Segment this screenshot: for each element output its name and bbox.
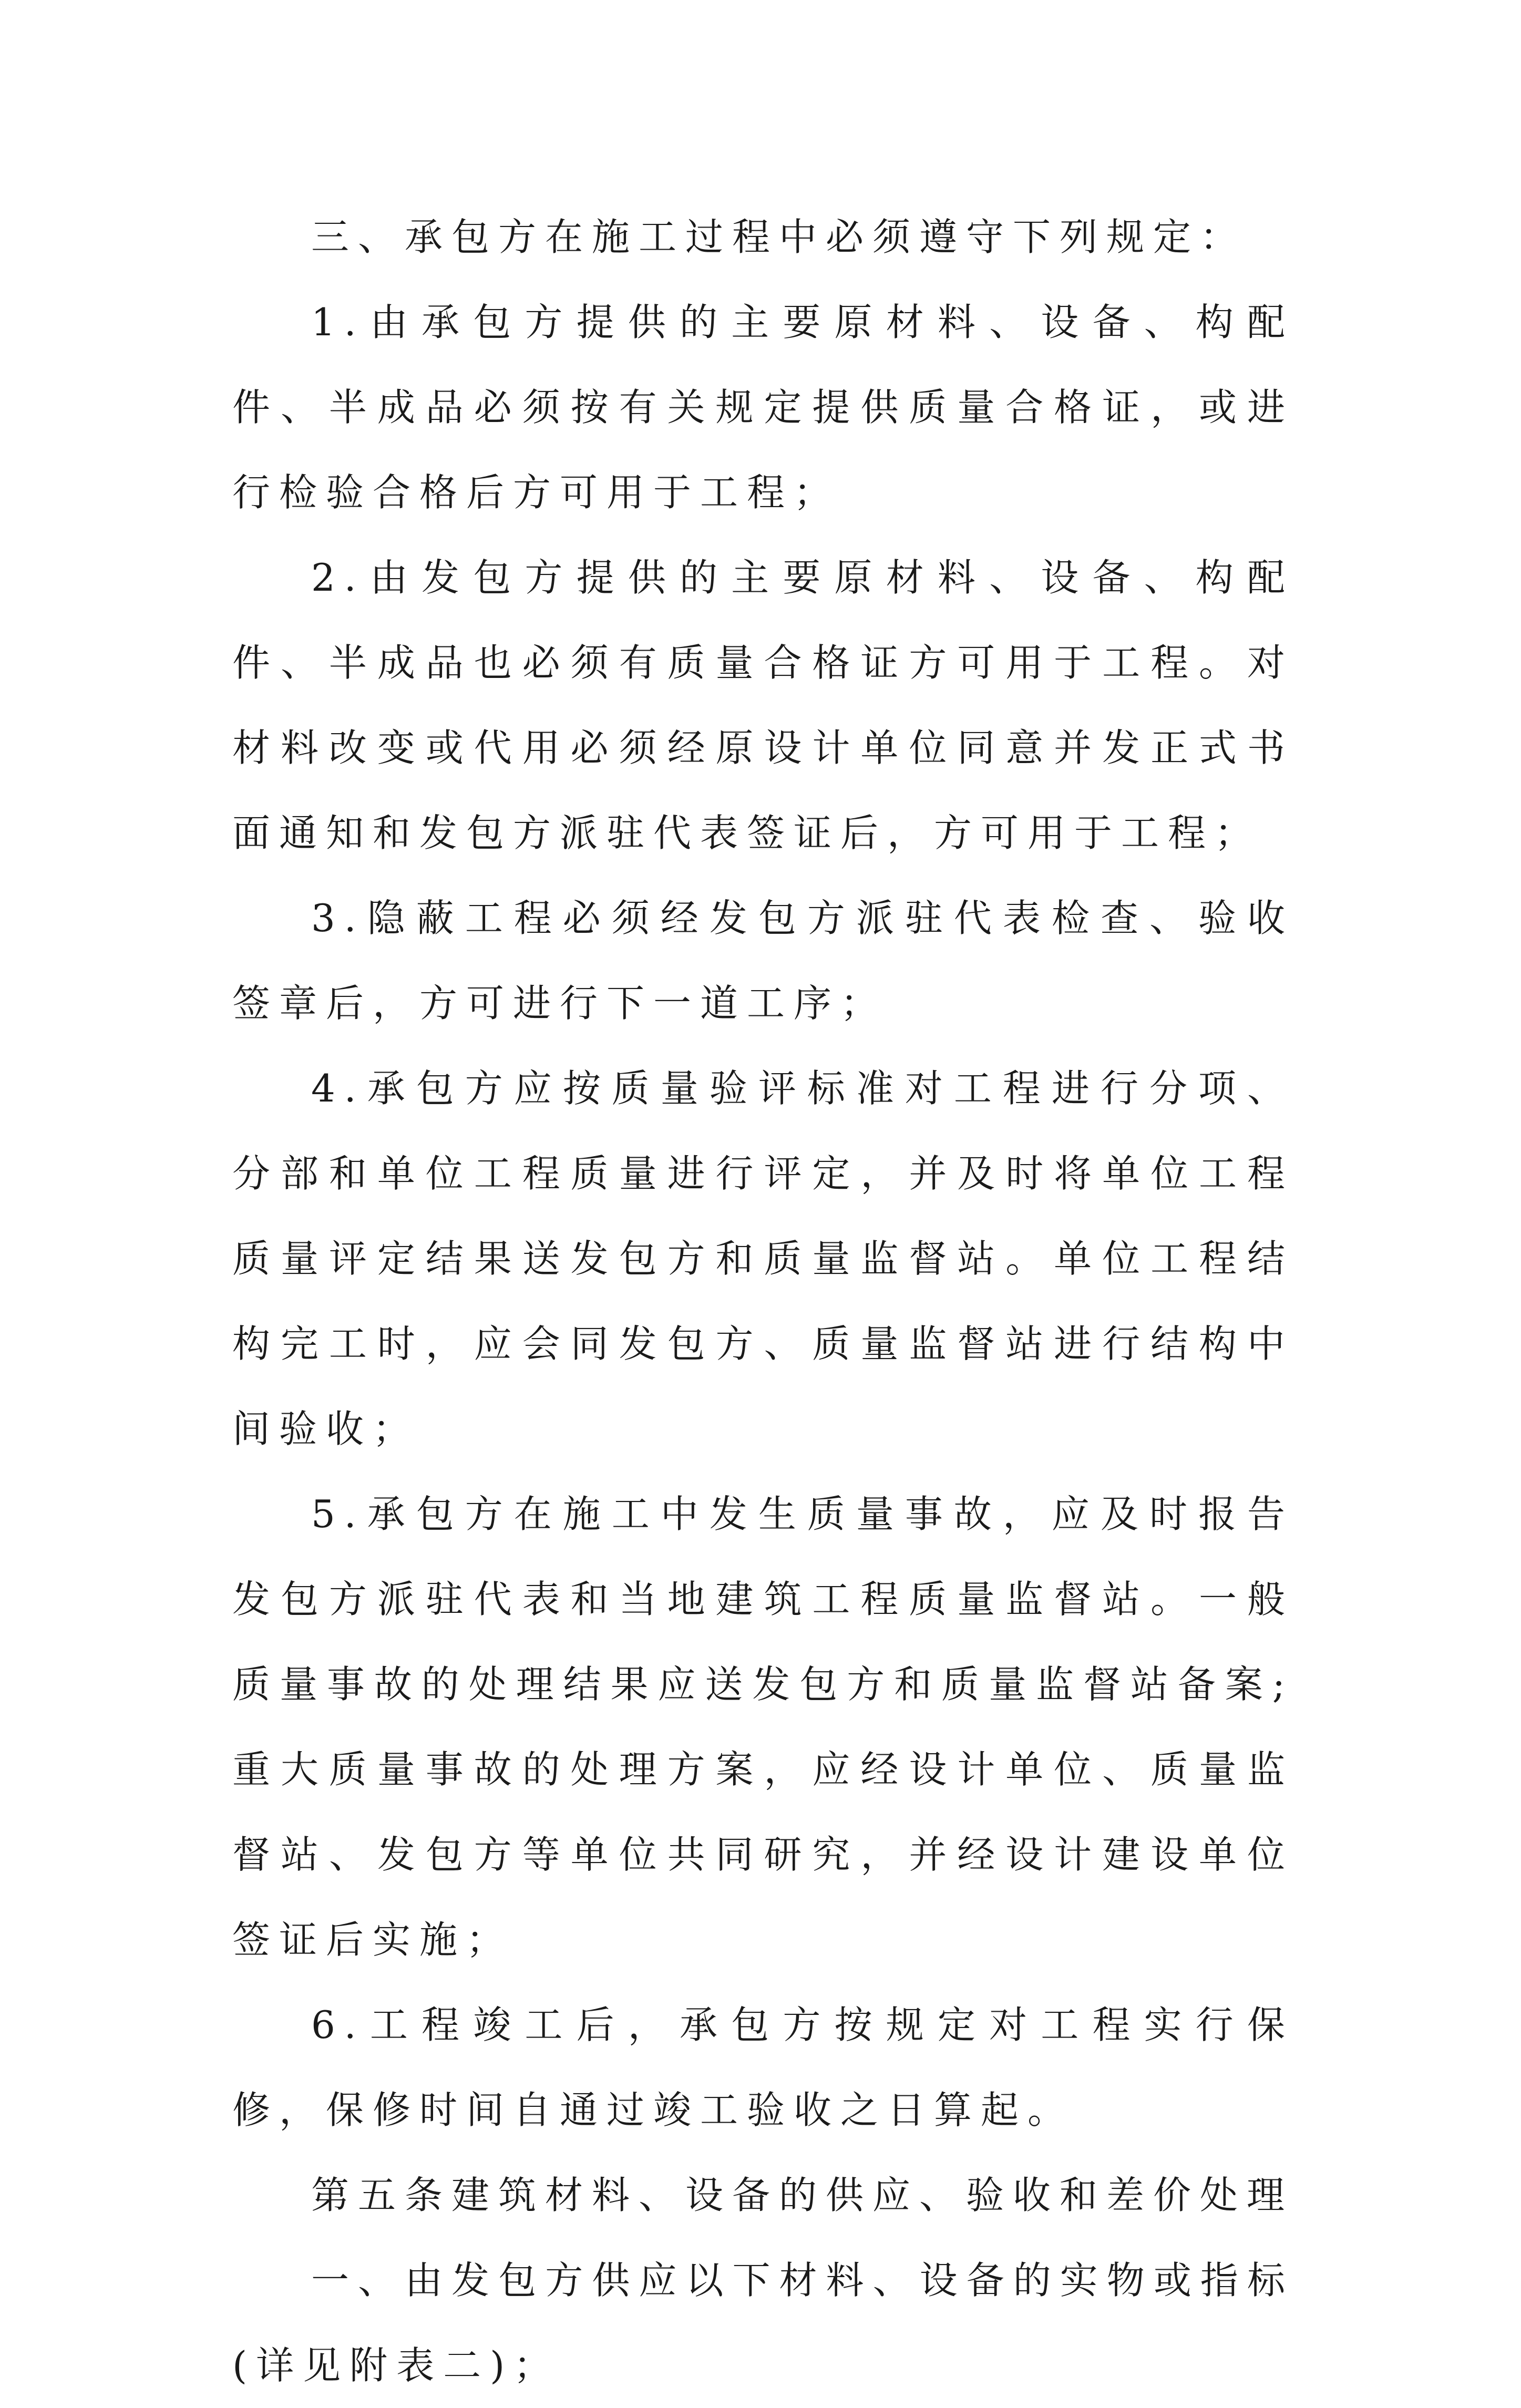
paragraph-article-5-title: 第五条建筑材料、设备的供应、验收和差价处理 [311, 2173, 1294, 2217]
paragraph-item-2: 2.由发包方提供的主要原材料、设备、构配件、半成品也必须有质量合格证方可用于工程。对材料改变或代用必须经原设计单位同意并发正式书面通知和发包方派驻代表签证后，方可用于工程； [232, 555, 1294, 855]
paragraph-article-5-item-1: 一、由发包方供应以下材料、设备的实物或指标(详见附表二)； [232, 2258, 1294, 2388]
document-body [232, 194, 1294, 2408]
paragraph-item-4: 4.承包方应按质量验评标准对工程进行分项、分部和单位工程质量进行评定，并及时将单位工程质量评定结果送发包方和质量监督站。单位工程结构完工时，应会同发包方、质量监督站进行结构中间验收； [232, 1066, 1294, 1451]
paragraph-item-1: 1.由承包方提供的主要原材料、设备、构配件、半成品必须按有关规定提供质量合格证，或进行检验合格后方可用于工程； [232, 300, 1294, 514]
paragraph-item-5: 5.承包方在施工中发生质量事故，应及时报告发包方派驻代表和当地建筑工程质量监督站。一般质量事故的处理结果应送发包方和质量监督站备案;重大质量事故的处理方案，应经设计单位、质量监督站、发包方等单位共同研究，并经设计建设单位签证后实施； [232, 1492, 1294, 1962]
paragraph-item-6: 6.工程竣工后，承包方按规定对工程实行保修，保修时间自通过竣工验收之日算起。 [232, 2003, 1294, 2132]
paragraph-heading-contractor-rules: 三、承包方在施工过程中必须遵守下列规定： [311, 215, 1247, 259]
paragraph-item-3: 3.隐蔽工程必须经发包方派驻代表检查、验收签章后，方可进行下一道工序； [232, 896, 1294, 1025]
